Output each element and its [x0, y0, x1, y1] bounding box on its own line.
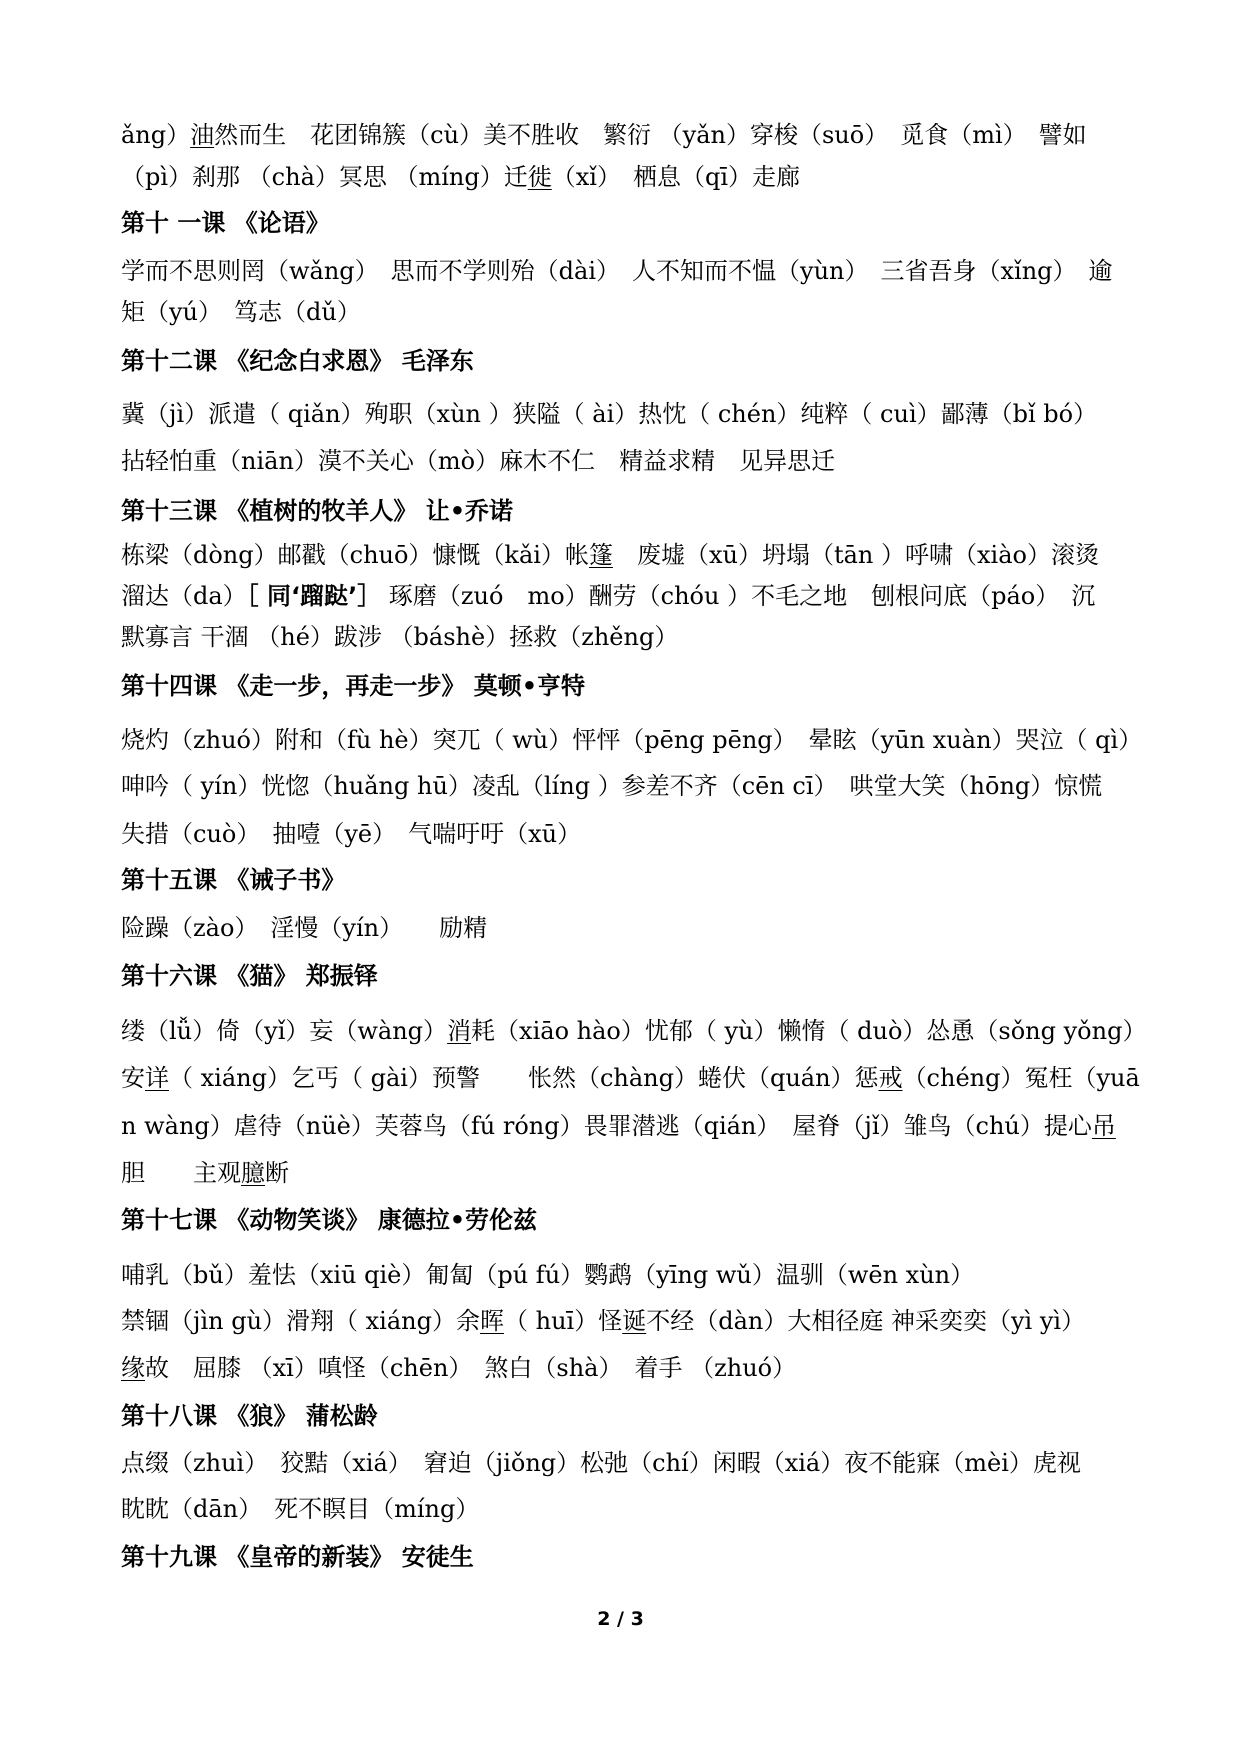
text-segment: 断 — [265, 1159, 289, 1187]
text-segment: 默寡言 干涸 （hé）跋涉 （báshè）拯救（zhěng） — [121, 623, 679, 651]
text-segment: 溜达（da） — [121, 582, 247, 610]
text-segment: ǎng） — [121, 121, 191, 149]
underlined-char: 篷 — [588, 541, 613, 569]
text-line — [121, 911, 487, 945]
text-segment: 呻吟（ yín）恍惚（huǎng hū）凌乱（líng ）参差不齐（cēn cī） 哄堂大笑（hōng）惊慌 — [121, 772, 1103, 800]
lesson-heading: 第十二课 《纪念白求恩》 毛泽东 — [121, 347, 474, 375]
text-segment: 拈轻怕重（niān）漠不关心（mò）麻木不仁 精益求精 见异思迁 — [121, 447, 836, 475]
lesson-heading: 第十九课 《皇帝的新装》 安徒生 — [121, 1543, 474, 1571]
text-segment: （pì）刹那 （chà）冥思 （míng）迁 — [121, 163, 528, 191]
text-segment: （ xiáng）乞丐（ gài）预警 怅然（chàng）蜷伏（quán）惩 — [169, 1064, 879, 1092]
text-segment: 安 — [121, 1064, 145, 1092]
text-segment: 点缀（zhuì） 狡黠（xiá） 窘迫（jiǒng）松弛（chí）闲暇（xiá）夜不能寐（mèi）虎视 — [121, 1449, 1081, 1477]
text-line — [121, 538, 1099, 572]
text-segment: 然而生 花团锦簇（cù）美不胜收 繁衍 （yǎn）穿梭（suō） 觅食（mì） 譬如 — [214, 121, 1087, 149]
text-segment: （ huī）怪 — [504, 1307, 623, 1335]
text-line — [121, 1492, 479, 1526]
text-segment: 耗（xiāo hào）忧郁（ yù）懒惰（ duò）怂恿（sǒng yǒng） — [471, 1017, 1147, 1045]
text-segment: 哺乳（bǔ）羞怯（xiū qiè）匍匐（pú fú）鹦鹉（yīng wǔ）温驯（wēn xùn） — [121, 1261, 975, 1289]
text-line — [121, 1304, 1085, 1338]
text-line — [121, 1014, 1146, 1048]
lesson-heading: 第十七课 《动物笑谈》 康德拉•劳伦兹 — [121, 1206, 538, 1234]
text-line — [121, 817, 581, 851]
underlined-char: 徙 — [527, 163, 552, 191]
underlined-char: 消 — [447, 1017, 472, 1045]
underlined-char: 详 — [145, 1064, 169, 1092]
text-line — [121, 444, 835, 478]
text-segment: 栋梁（dòng）邮戳（chuō）慷慨（kǎi）帐 — [121, 541, 589, 569]
text-segment: 不经（dàn）大相径庭 神采奕奕（yì yì） — [646, 1307, 1086, 1335]
underlined-char: 臆 — [241, 1159, 265, 1187]
text-segment: 失措（cuò） 抽噎（yē） 气喘吁吁（xū） — [121, 820, 582, 848]
lesson-heading: 第十六课 《猫》 郑振铎 — [121, 962, 378, 990]
text-segment: 眈眈（dān） 死不瞑目（míng） — [121, 1495, 480, 1523]
text-segment: 冀（jì）派遣（ qiǎn）殉职（xùn ）狭隘（ ài）热忱（ chén）纯粹（ cuì）鄙薄（bǐ bó） — [121, 400, 1098, 428]
text-line — [121, 1258, 974, 1292]
underlined-char: 诞 — [622, 1307, 647, 1335]
lesson-heading: 第十三课 《植树的牧羊人》 让•乔诺 — [121, 497, 514, 525]
text-segment: 故 屈膝 （xī）嗔怪（chēn） 煞白（shà） 着手 （zhuó） — [145, 1354, 797, 1382]
lesson-heading: 第十八课 《狼》 蒲松龄 — [121, 1402, 378, 1430]
underlined-char: 缘 — [121, 1354, 145, 1382]
text-line — [121, 1156, 289, 1190]
text-segment: （chéng）冤枉（yuā — [902, 1064, 1140, 1092]
text-line — [121, 1446, 1081, 1480]
text-segment: 禁锢（jìn gù）滑翔（ xiáng）余 — [121, 1307, 480, 1335]
text-segment: 矩（yú） 笃志（dǔ） — [121, 298, 361, 326]
lesson-heading: 第十四课 《走一步，再走一步》 莫顿•亨特 — [121, 672, 586, 700]
underlined-char: 油 — [190, 121, 215, 149]
text-segment: （xǐ） 栖息（qī）走廊 — [551, 163, 801, 191]
text-line — [121, 295, 361, 329]
text-line — [121, 118, 1087, 152]
text-segment: 废墟（xū）坍塌（tān ）呼啸（xiào）滚烫 — [612, 541, 1099, 569]
lesson-heading: 第十五课 《诫子书》 — [121, 866, 346, 894]
text-line — [121, 160, 800, 194]
text-line — [121, 1109, 1116, 1143]
text-segment: n wàng）虐待（nüè）芙蓉鸟（fú róng）畏罪潜逃（qián） 屋脊（jǐ）雏鸟（chú）提心 — [121, 1112, 1092, 1140]
text-segment: 烧灼（zhuó）附和（fù hè）突兀（ wù）怦怦（pēng pēng） 晕眩（yūn xuàn）哭泣（ qì） — [121, 726, 1143, 754]
text-line — [121, 1061, 1140, 1095]
text-segment: 琢磨（zuó mo）酬劳（chóu ）不毛之地 刨根问底（páo） 沉 — [381, 582, 1096, 610]
lesson-heading: 第十 一课 《论语》 — [121, 209, 330, 237]
text-line — [121, 723, 1142, 757]
text-line — [121, 397, 1097, 431]
text-segment: 缕（lǚ）倚（yǐ）妄（wàng） — [121, 1017, 448, 1045]
text-line — [121, 579, 1095, 613]
page-number: 2 / 3 — [597, 1608, 644, 1630]
text-segment: 险躁（zào） 淫慢（yín） 励精 — [121, 914, 488, 942]
underlined-char: 吊 — [1091, 1112, 1116, 1140]
text-line — [121, 769, 1102, 803]
underlined-char: 晖 — [480, 1307, 504, 1335]
text-segment: 学而不思则罔（wǎng） 思而不学则殆（dài） 人不知而不愠（yùn） 三省吾身（xǐng） 逾 — [121, 257, 1113, 285]
text-segment: 胆 主观 — [121, 1159, 241, 1187]
text-line — [121, 254, 1113, 288]
underlined-char: 戒 — [878, 1064, 903, 1092]
text-line — [121, 620, 678, 654]
text-line — [121, 1351, 796, 1385]
bold-note: ［ 同‘蹓跶’］ — [246, 582, 382, 610]
